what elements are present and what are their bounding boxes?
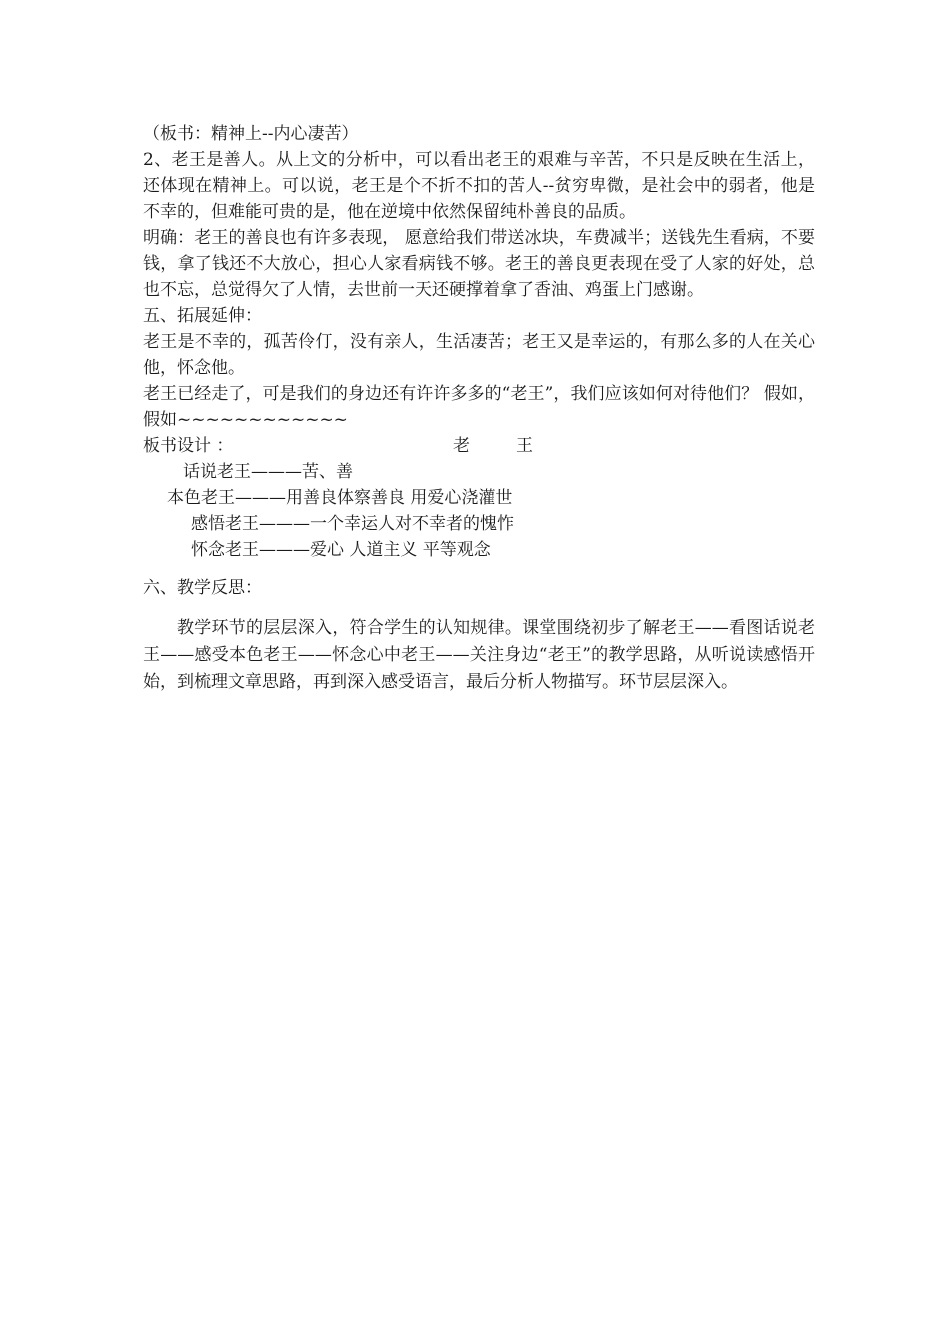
paragraph-kind-person: 2、老王是善人。从上文的分析中，可以看出老王的艰难与辛苦，不只是反映在生活上，还体现在精神上。可以说，老王是个不折不扣的苦人--贫穷卑微，是社会中的弱者，他是不幸的，但难能可贵的是，他在逆境中依然保留纯朴善良的品质。 xyxy=(143,150,815,222)
board-design-title xyxy=(453,433,533,459)
board-title-char-1: 老 xyxy=(453,436,470,456)
board-line-3: 感悟老王———一个幸运人对不幸者的愧怍 xyxy=(191,514,514,534)
section-heading-reflection: 六、教学反思： xyxy=(143,578,262,598)
paragraph-unfortunate: 老王是不幸的，孤苦伶仃，没有亲人，生活凄苦；老王又是幸运的，有那么多的人在关心他，怀念他。 xyxy=(143,332,815,378)
board-design-header xyxy=(143,433,815,459)
paragraph-reflection: 教学环节的层层深入，符合学生的认知规律。课堂围绕初步了解老王——看图话说老王——感受本色老王——怀念心中老王——关注身边“老王”的教学思路，从听说读感悟开始，到梳理文章思路，再到深入感受语言，最后分析人物描写。环节层层深入。 xyxy=(143,618,815,692)
spacer xyxy=(143,563,815,575)
paragraph-clarification: 明确：老王的善良也有许多表现， 愿意给我们带送冰块，车费减半；送钱先生看病，不要钱，拿了钱还不大放心，担心人家看病钱不够。老王的善良更表现在受了人家的好处，总也不忘，总觉得欠了人情，去世前一天还硬撑着拿了香油、鸡蛋上门感谢。 xyxy=(143,228,815,300)
document-body xyxy=(143,121,815,696)
board-note-spirit: （板书：精神上--内心凄苦） xyxy=(143,124,359,144)
section-heading-extension: 五、拓展延伸： xyxy=(143,306,262,326)
board-design-label: 板书设计 ： xyxy=(143,436,234,456)
spacer xyxy=(143,601,815,615)
board-line-4: 怀念老王———爱心 人道主义 平等观念 xyxy=(191,540,491,560)
board-line-1: 话说老王———苦、善 xyxy=(183,462,353,482)
paragraph-question: 老王已经走了，可是我们的身边还有许许多多的“老王”，我们应该如何对待他们？ 假如，假如~~~~~~~~~~~~ xyxy=(143,384,815,430)
board-line-2: 本色老王———用善良体察善良 用爱心浇灌世 xyxy=(167,488,513,508)
board-title-char-2: 王 xyxy=(516,436,533,456)
